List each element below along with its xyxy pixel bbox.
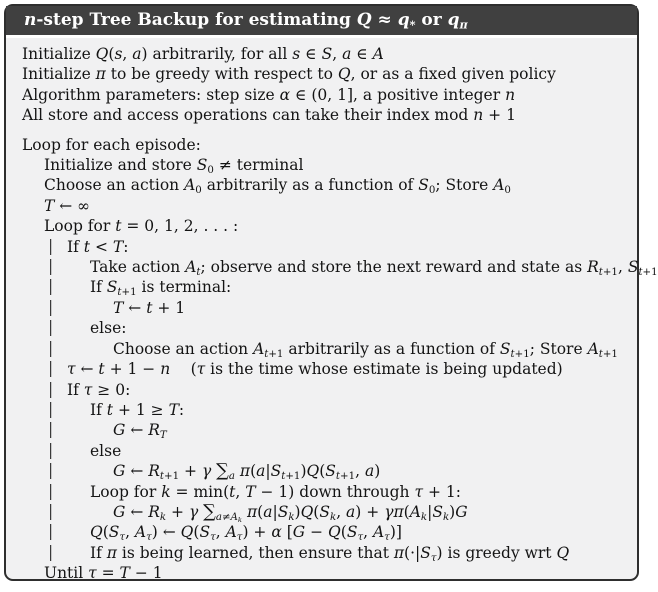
summation-symbol: ∑ (203, 500, 216, 522)
scope-bar: | (48, 297, 54, 316)
algorithm-line-22: | Loop for k = min(t, T − 1) down through τ + 1: (48, 481, 461, 501)
algorithm-line-21: | G ← $R_{t+1} + \gamma$ $\sum_a$ $\pi(a|S_{t+1})Q(S_{t+1}$, a) (48, 460, 381, 483)
algorithm-line-15: | Choose an action $A_{t+1}$ arbitrarily as a function of $S_{t+1}$; Store $A_{t+1}$ (48, 338, 618, 360)
algorithm-line-10: | If t < T: (48, 236, 129, 256)
algorithm-line-8: T ← ∞ (44, 196, 91, 215)
algorithm-line-26: Until τ = T − 1 (44, 564, 163, 583)
algorithm-line-0: Initialize Q(s, a) arbitrarily, for all s ∈ S, a ∈ A (22, 45, 384, 63)
algorithm-line-16: | τ ← t + 1 − n (τ is the time whose estimate is being updated) (48, 359, 563, 379)
algorithm-line-13: | T ← t + 1 (48, 297, 186, 317)
algorithm-line-25: | If π is being learned, then ensure that $\pi(\cdot|S_\tau)$ is greedy wrt Q (48, 542, 570, 564)
algorithm-line-7: Choose an action $A_0$ arbitrarily as a function of $S_0$; Store $A_0$ (44, 176, 511, 197)
scope-bar: | (48, 338, 54, 357)
algorithm-line-12: | If $S_{t+1}$ is terminal: (48, 277, 232, 299)
scope-bar: | (48, 461, 54, 480)
scope-bar: | (48, 318, 54, 337)
algorithm-line-24: | $Q(S_\tau$, $A_\tau$) ← $Q(S_\tau$, $A_\tau) + \alpha$ [$G - Q(S_\tau$, $A_\tau$)] (48, 522, 402, 544)
scope-bar: | (48, 420, 54, 439)
algorithm-line-19: | G ← $R_T$ (48, 420, 167, 442)
algorithm-line-9: Loop for t = 0, 1, 2, . . . : (44, 217, 239, 236)
algorithm-line-23: | G ← $R_k + \gamma$ $\sum_{a\ne A_k}$ $\pi(a|S_k)Q(S_k$, $a) + \gamma\pi(A_k|S_k)G$ (48, 500, 468, 525)
scope-bar: | (48, 277, 54, 296)
algorithm-line-1: Initialize π to be greedy with respect to Q, or as a fixed given policy (22, 65, 556, 84)
algorithm-title: n-step Tree Backup for estimating $Q \approx q_*$ or $q_\pi$ (24, 10, 468, 32)
scope-bar: | (48, 522, 54, 541)
algorithm-line-3: All store and access operations can take their index mod n + 1 (22, 106, 516, 125)
algorithm-line-14: | else: (48, 318, 127, 338)
scope-bar: | (48, 481, 54, 500)
algorithm-line-17: | If τ ≥ 0: (48, 379, 131, 399)
scope-bar: | (48, 359, 54, 378)
algorithm-line-2: Algorithm parameters: step size α ∈ (0, 1], a positive integer n (22, 85, 516, 104)
scope-bar: | (48, 501, 54, 520)
scope-bar: | (48, 440, 54, 459)
scope-bar: | (48, 236, 54, 255)
scope-bar: | (48, 399, 54, 418)
scope-bar: | (48, 379, 54, 398)
algorithm-line-6: Initialize and store $S_0$ ≠ terminal (44, 156, 304, 177)
algorithm-title-bar (6, 6, 637, 38)
algorithm-line-18: | If t + 1 ≥ T: (48, 399, 185, 419)
algorithm-line-11: | Take action $A_t$; observe and store the next reward and state as $R_{t+1}$, $S_{t+1}$ (48, 257, 658, 279)
algorithm-body (6, 38, 658, 592)
algorithm-line-5: Loop for each episode: (22, 135, 201, 154)
algorithm-line-20: | else (48, 440, 122, 460)
scope-bar: | (48, 542, 54, 561)
algorithm-box (4, 4, 658, 583)
summation-symbol: ∑ (216, 460, 229, 482)
scope-bar: | (48, 257, 54, 276)
paragraph-gap (22, 126, 629, 135)
